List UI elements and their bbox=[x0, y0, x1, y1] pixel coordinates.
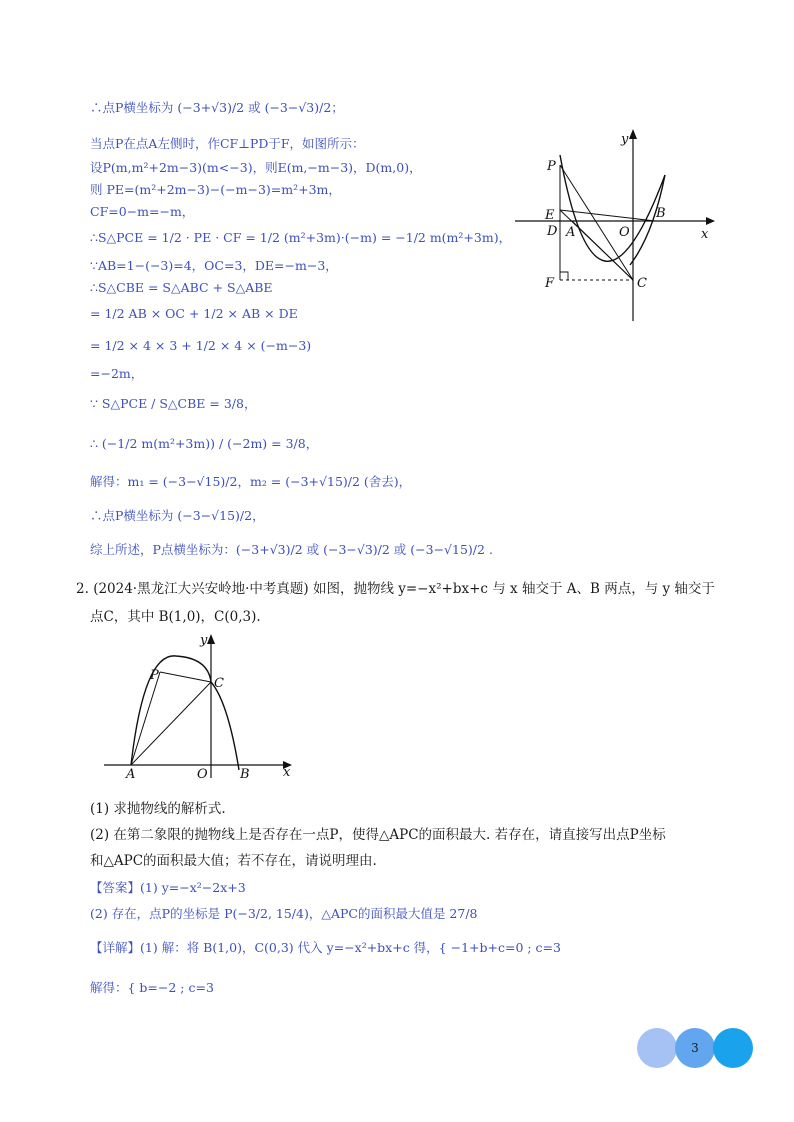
label-d: D bbox=[547, 224, 558, 239]
figure-1-parabola bbox=[515, 125, 720, 325]
solution-line-6: ∴S△PCE = 1/2 · PE · CF = 1/2 (m²+3m)·(−m) = −1/2 m(m²+3m)， bbox=[90, 230, 512, 245]
question-number: 2. bbox=[76, 581, 89, 597]
label-e: E bbox=[545, 208, 555, 223]
solution-line-15: ∴点P横坐标为 (−3−√15)/2， bbox=[90, 508, 265, 523]
solution-line-13: ∴ (−1/2 m(m²+3m)) / (−2m) = 3/8， bbox=[90, 436, 319, 451]
label-p: P bbox=[150, 668, 159, 683]
answer-tag: 【答案】 bbox=[90, 880, 141, 895]
detail-line-2: 解得：{ b=−2 ; c=3 bbox=[90, 980, 214, 995]
label-p: P bbox=[547, 159, 556, 174]
solution-line-4: 则 PE=(m²+2m−3)−(−m−3)=m²+3m， bbox=[90, 182, 341, 197]
label-x: x bbox=[283, 765, 291, 780]
answer-line-1 bbox=[90, 880, 246, 896]
page-bubble-dark bbox=[713, 1028, 753, 1068]
solution-line-11: =−2m， bbox=[90, 366, 144, 381]
solution-line-12: ∵ S△PCE / S△CBE = 3/8， bbox=[90, 396, 257, 411]
label-c: C bbox=[637, 276, 647, 291]
x-axis-arrow-icon bbox=[706, 217, 715, 225]
detail-line-1 bbox=[90, 940, 561, 956]
solution-line-5: CF=0−m=−m， bbox=[90, 204, 195, 219]
right-angle-mark bbox=[560, 272, 568, 280]
solution-line-16: 综上所述，P点横坐标为：(−3+√3)/2 或 (−3−√3)/2 或 (−3−√15)/2 . bbox=[90, 542, 493, 557]
solution-line-1: ∴点P横坐标为 (−3+√3)/2 或 (−3−√3)/2； bbox=[90, 100, 344, 115]
question-2-stem-line-1 bbox=[76, 579, 715, 599]
y-axis-arrow-icon bbox=[629, 129, 637, 139]
segment-ac bbox=[131, 682, 211, 765]
label-f: F bbox=[545, 276, 555, 291]
label-c: C bbox=[214, 676, 224, 691]
label-b: B bbox=[656, 206, 666, 221]
page-bubble-light bbox=[637, 1028, 677, 1068]
label-o: O bbox=[619, 225, 630, 240]
label-a: A bbox=[566, 225, 576, 240]
detail-tag: 【详解】 bbox=[90, 940, 141, 955]
answer-line-2: (2) 存在，点P的坐标是 P(−3/2, 15/4)，△APC的面积最大值是 27/8 bbox=[90, 906, 478, 921]
question-part-1: (1) 求抛物线的解析式. bbox=[90, 801, 226, 817]
figure-2-parabola bbox=[100, 632, 300, 782]
parabola-curve bbox=[560, 155, 665, 261]
solution-line-8: ∴S△CBE = S△ABC + S△ABE bbox=[90, 280, 273, 295]
question-2-stem-line-2: 点C，其中 B(1,0)，C(0,3). bbox=[90, 609, 261, 625]
solution-line-3: 设P(m,m²+2m−3)(m<−3)，则E(m,−m−3)，D(m,0)， bbox=[90, 160, 422, 175]
y-axis-arrow-icon bbox=[207, 634, 215, 644]
segment-ap bbox=[131, 672, 160, 765]
solution-line-2: 当点P在点A左侧时，作CF⊥PD于F，如图所示： bbox=[90, 136, 365, 151]
page-number: 3 bbox=[691, 1041, 699, 1055]
detail-text-1: (1) 解：将 B(1,0)，C(0,3) 代入 y=−x²+bx+c 得，{ −1+b+c=0 ; c=3 bbox=[140, 940, 561, 955]
segment-pc bbox=[560, 165, 633, 280]
question-part-2-line-1: (2) 在第二象限的抛物线上是否存在一点P，使得△APC的面积最大. 若存在，请直接写出点P坐标 bbox=[90, 827, 666, 843]
label-y: y bbox=[200, 633, 208, 648]
solution-line-9: = 1/2 AB × OC + 1/2 × AB × DE bbox=[90, 306, 298, 321]
segment-pc bbox=[160, 672, 211, 682]
solution-line-14: 解得：m₁ = (−3−√15)/2，m₂ = (−3+√15)/2 (舍去)， bbox=[90, 474, 412, 489]
label-y: y bbox=[621, 132, 629, 147]
solution-line-7: ∵AB=1−(−3)=4，OC=3，DE=−m−3， bbox=[90, 258, 338, 273]
label-b: B bbox=[240, 767, 250, 782]
question-part-2-line-2: 和△APC的面积最大值；若不存在，请说明理由. bbox=[90, 853, 377, 869]
label-x: x bbox=[701, 227, 709, 242]
label-a: A bbox=[126, 767, 136, 782]
question-stem-text: (2024·黑龙江大兴安岭地·中考真题) 如图，抛物线 y=−x²+bx+c 与 x 轴交于 A、B 两点，与 y 轴交于 bbox=[93, 581, 715, 597]
answer-text-1: (1) y=−x²−2x+3 bbox=[140, 880, 246, 895]
label-o: O bbox=[197, 767, 208, 782]
solution-line-10: = 1/2 × 4 × 3 + 1/2 × 4 × (−m−3) bbox=[90, 338, 312, 353]
